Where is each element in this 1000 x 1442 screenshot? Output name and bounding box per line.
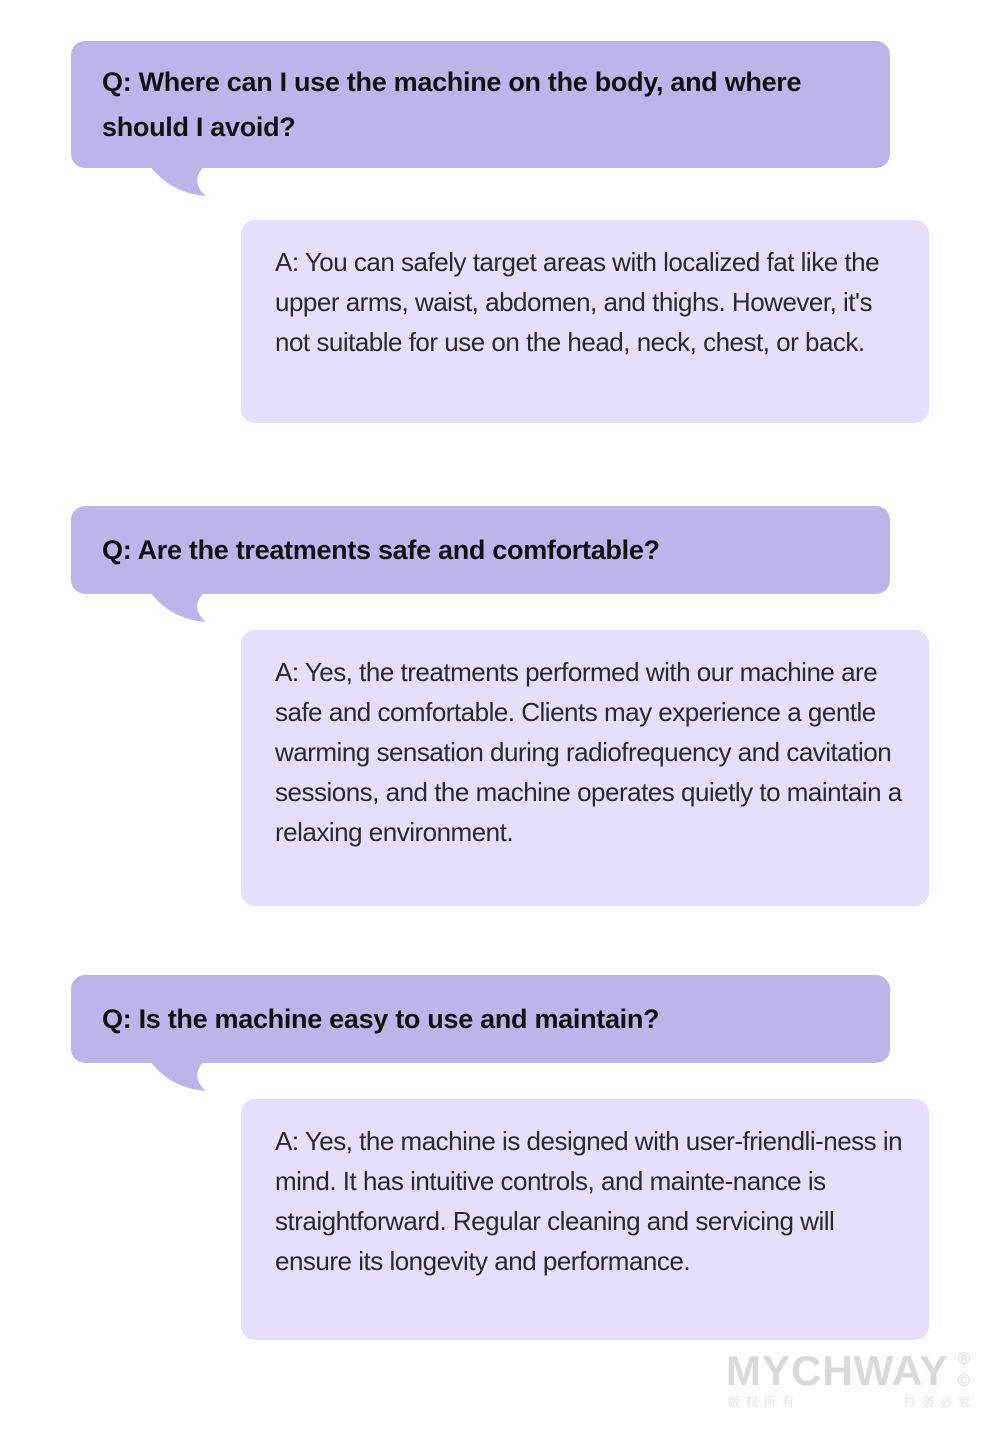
faq-question-1 (71, 41, 890, 168)
copyright-icon: © (957, 1371, 971, 1390)
faq-answer-2-text: A: Yes, the treatments performed with our machine are safe and comfortable. Clients may experience a gentle warming sensation during radiofrequency and cavitation sessions, and the machine operates quietly to maintain a relaxing environment. (275, 657, 902, 847)
speech-tail-icon (150, 592, 210, 624)
faq-question-3-text: Q: Is the machine easy to use and maintain? (102, 1003, 660, 1034)
faq-answer-2 (241, 630, 929, 906)
speech-tail-icon (150, 166, 210, 198)
faq-question-2-text: Q: Are the treatments safe and comfortable? (102, 534, 660, 565)
watermark-logo (726, 1348, 976, 1410)
watermark-right-chars: 抄袭必究 (903, 1395, 976, 1409)
watermark-marks (952, 1348, 976, 1392)
faq-answer-3-text: A: Yes, the machine is designed with user-friendli-ness in mind. It has intuitive controls, and mainte-nance is straightforward. Regular cleaning and servicing will ensure its longevity and performance. (275, 1126, 903, 1276)
faq-question-1-text: Q: Where can I use the machine on the body, and where should I avoid? (102, 66, 802, 142)
faq-answer-1 (241, 220, 929, 423)
faq-question-2 (71, 506, 890, 594)
watermark-left-chars: 版权所有 (728, 1395, 801, 1409)
watermark-brand: MYCHWAY (726, 1347, 949, 1394)
registered-icon: ® (957, 1349, 971, 1368)
faq-question-3 (71, 975, 890, 1063)
faq-answer-3 (241, 1099, 929, 1340)
watermark-subtext (728, 1393, 976, 1410)
faq-answer-1-text: A: You can safely target areas with localized fat like the upper arms, waist, abdomen, and thighs. However, it's not suitable for use on the head, neck, chest, or back. (275, 247, 880, 357)
speech-tail-icon (150, 1061, 210, 1093)
